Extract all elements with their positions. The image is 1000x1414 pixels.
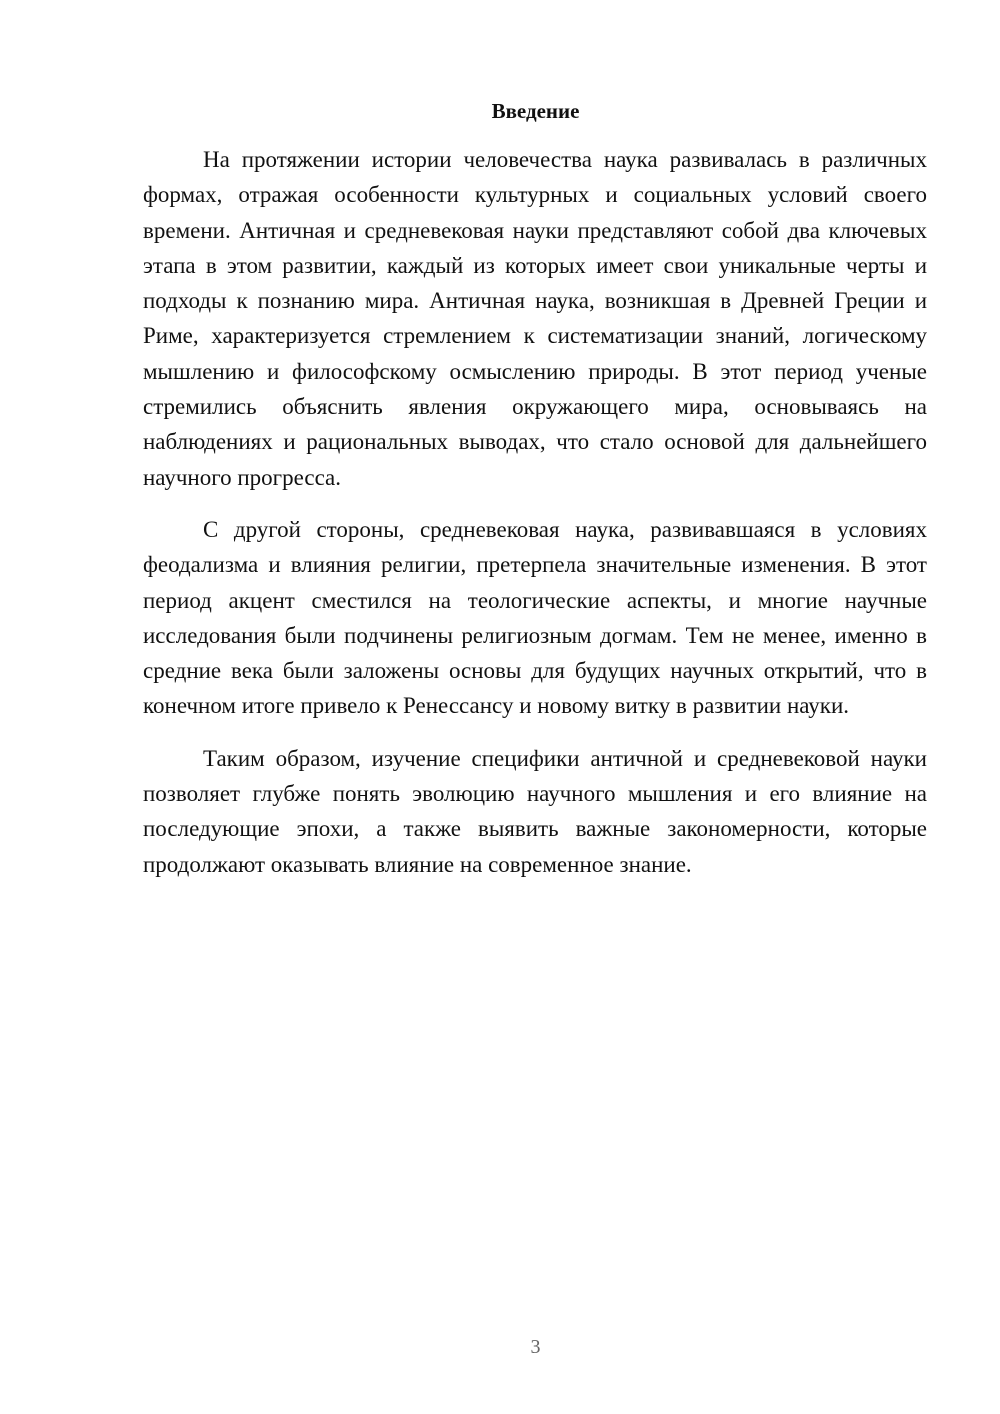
body-text	[143, 142, 927, 899]
section-heading: Введение	[491, 99, 580, 123]
paragraph: Таким образом, изучение специфики античной и средневековой науки позволяет глубже понять эволюцию научного мышления и его влияние на последующие эпохи, а также выявить важные закономерности, которые продолжают оказывать влияние на современное знание.	[143, 745, 927, 877]
paragraph: На протяжении истории человечества наука развивалась в различных формах, отражая особенности культурных и социальных условий своего времени. Античная и средневековая науки представляют собой два ключевых этапа в этом развитии, каждый из которых имеет свои уникальные черты и подходы к познанию мира. Античная наука, возникшая в Древней Греции и Риме, характеризуется стремлением к систематизации знаний, логическому мышлению и философскому осмыслению природы. В этот период ученые стремились объяснить явления окружающего мира, основываясь на наблюдениях и рациональных выводах, что стало основой для дальнейшего научного прогресса.	[143, 147, 927, 490]
page-number: 3	[530, 1336, 541, 1358]
paragraph: С другой стороны, средневековая наука, развивавшаяся в условиях феодализма и влияния религии, претерпела значительные изменения. В этот период акцент сместился на теологические аспекты, и многие научные исследования были подчинены религиозным догмам. Тем не менее, именно в средние века были заложены основы для будущих научных открытий, что в конечном итоге привело к Ренессансу и новому витку в развитии науки.	[143, 516, 927, 719]
